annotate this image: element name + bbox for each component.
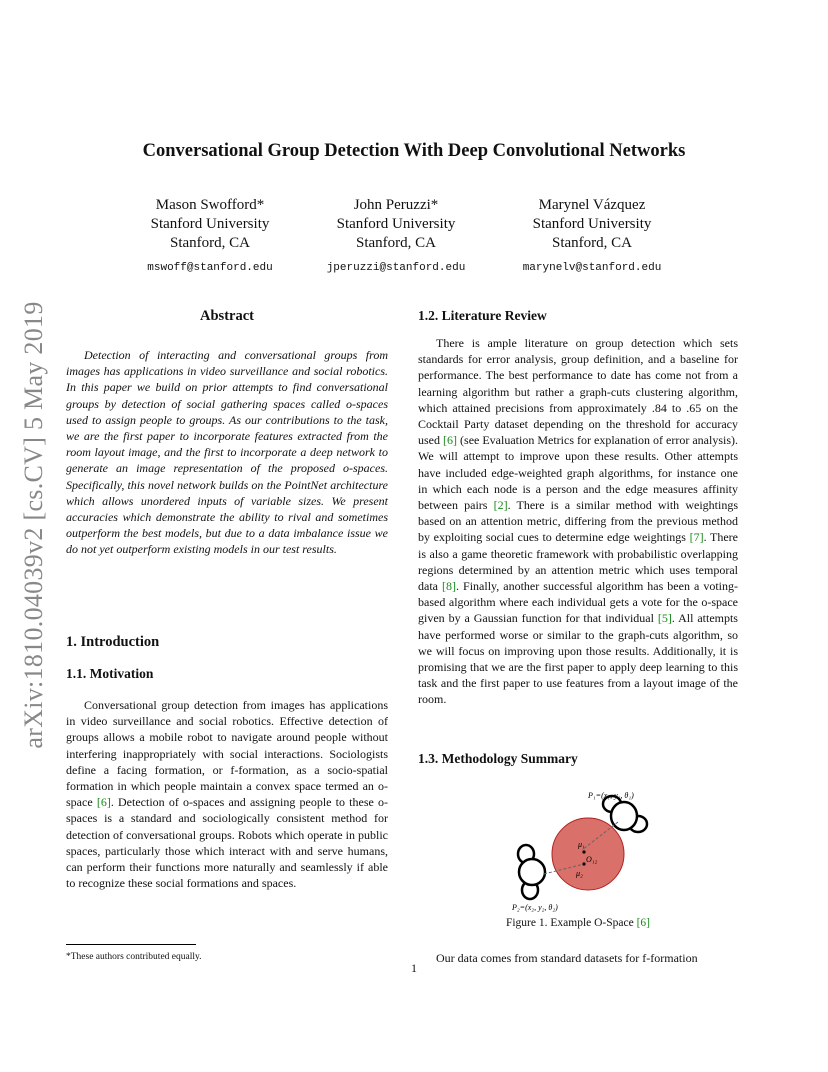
footnote-divider <box>66 944 196 945</box>
methodology-paragraph: Our data comes from standard datasets for f-formation <box>436 951 698 965</box>
mu1-point <box>582 850 585 853</box>
author-location: Stanford, CA <box>356 235 436 251</box>
lit-text-4: . There is also a game theoretic framework with probabilistic overlapping regions determined by an attention metric which uses temporal data <box>418 530 738 594</box>
citation-link[interactable]: [5] <box>657 611 672 626</box>
author-affiliation: Stanford University <box>150 216 270 232</box>
arxiv-identifier: arXiv:1810.04039v2 [cs.CV] 5 May 2019 <box>19 301 48 749</box>
motivation-paragraph <box>66 697 388 891</box>
author-affiliation: Stanford University <box>336 216 456 232</box>
o12-label: O₁₂ <box>586 855 598 864</box>
author-name: Mason Swofford* <box>155 197 265 213</box>
footnote: *These authors contributed equally. <box>66 952 202 962</box>
citation-link[interactable]: [7] <box>689 530 704 545</box>
lit-text-3: . There is a similar method with weightings based on an attention metric, differing from the previous method by exploiting social cues to determine edge weightings <box>418 498 738 545</box>
p1-label: P₁=(x₁, y₁, θ₁) <box>588 791 634 800</box>
motivation-text-b: . Detection of o-spaces and assigning people to these o-spaces is a standard and sociologically consistent method for detection of conversational groups. Robots which operate in public spaces, particularly those which interact with and serve humans, can perform their functions more naturally and seamlessly if able to recognize these social formations and spaces. <box>66 795 388 891</box>
citation-link[interactable]: [6] <box>96 795 111 810</box>
author-affiliation: Stanford University <box>532 216 652 232</box>
subsection-heading-motivation: 1.1. Motivation <box>66 666 154 681</box>
section-heading-introduction: 1. Introduction <box>66 634 160 650</box>
abstract-heading: Abstract <box>200 308 254 324</box>
author-email[interactable]: jperuzzi@stanford.edu <box>326 262 466 274</box>
ospace-circle <box>552 818 624 890</box>
motivation-text-a: Conversational group detection from images has applications in video surveillance and social robotics. Effective detection of groups allows a mobile robot to navigate around people without interfering inappropriately with social interactions. Sociologists define a facing formation, or f-formation, as a socio-spatial formation in which people maintain a convex space termed an o-space <box>66 698 388 810</box>
author-name: John Peruzzi* <box>353 197 439 213</box>
person-2-icon <box>518 845 545 899</box>
author-block-3 <box>472 196 712 278</box>
caption-text: Figure 1. Example O-Space <box>505 917 637 929</box>
citation-link[interactable]: [2] <box>493 498 508 513</box>
citation-link[interactable]: [6] <box>443 433 458 448</box>
arxiv-sidebar <box>8 290 60 760</box>
author-email[interactable]: mswoff@stanford.edu <box>147 262 273 274</box>
paper-title: Conversational Group Detection With Deep Convolutional Networks <box>142 141 686 161</box>
subsection-heading-literature-review: 1.2. Literature Review <box>418 308 547 323</box>
author-location: Stanford, CA <box>552 235 632 251</box>
subsection-heading-methodology: 1.3. Methodology Summary <box>418 751 578 766</box>
p2-label: P₂=(x₂, y₂, θ₂) <box>512 903 558 912</box>
lit-text-2: (see Evaluation Metrics for explanation of error analysis). We will attempt to improve upon these results. Other attempts have included edge-weighted graph algorithms, for instance one in which each node is a person and the edge measures affinity between pairs <box>418 433 738 513</box>
mu2-label: μ₂ <box>576 869 583 878</box>
mu1-label: μ₁ <box>578 840 585 849</box>
citation-link[interactable]: [6] <box>636 917 651 929</box>
citation-link[interactable]: [8] <box>442 579 457 594</box>
author-name: Marynel Vázquez <box>538 197 646 213</box>
figure-caption <box>418 917 738 929</box>
lit-text-6: . All attempts have performed worse or similar to the graph-cuts algorithm, so we will focus on improving upon those results. Additionally, it is promising that we are the first paper to apply deep learning to this task and the first paper to use features from a layout image of the room. <box>418 611 738 707</box>
literature-paragraph <box>418 335 738 708</box>
lit-text-1: There is ample literature on group detection which sets standards for error analysis, group definition, and a baseline for performance. The best performance to date has come not from a learning algorithm but rather a graph-cuts clustering algorithm, which attained precisions from approximately .84 to .65 on the Cocktail Party dataset depending on the threshold for accuracy used <box>418 336 738 448</box>
lit-text-5: . Finally, another successful algorithm has been a voting-based algorithm where each individual gets a vote for the o-space given by a Gaussian function for that individual <box>418 579 738 626</box>
ospace-figure <box>500 784 660 918</box>
page-number: 1 <box>411 961 417 975</box>
author-email[interactable]: marynelv@stanford.edu <box>522 262 662 274</box>
author-location: Stanford, CA <box>170 235 250 251</box>
abstract-text: Detection of interacting and conversational groups from images has applications in video surveillance and social robotics. In this paper we build on prior attempts to find conversational groups by detection of social gathering spaces called o-spaces used to assign people to groups. As our contributions to the task, we are the first paper to incorporate features extracted from the room layout image, and the first to incorporate a deep network to generate an image representation of the proposed o-spaces. Specifically, this novel network builds on the PointNet architecture which allows unordered inputs of variable sizes. We present accuracies which demonstrate the ability to rival and sometimes outperform the best models, but due to a data imbalance issue we do not yet outperform existing models in our test results. <box>66 348 388 557</box>
